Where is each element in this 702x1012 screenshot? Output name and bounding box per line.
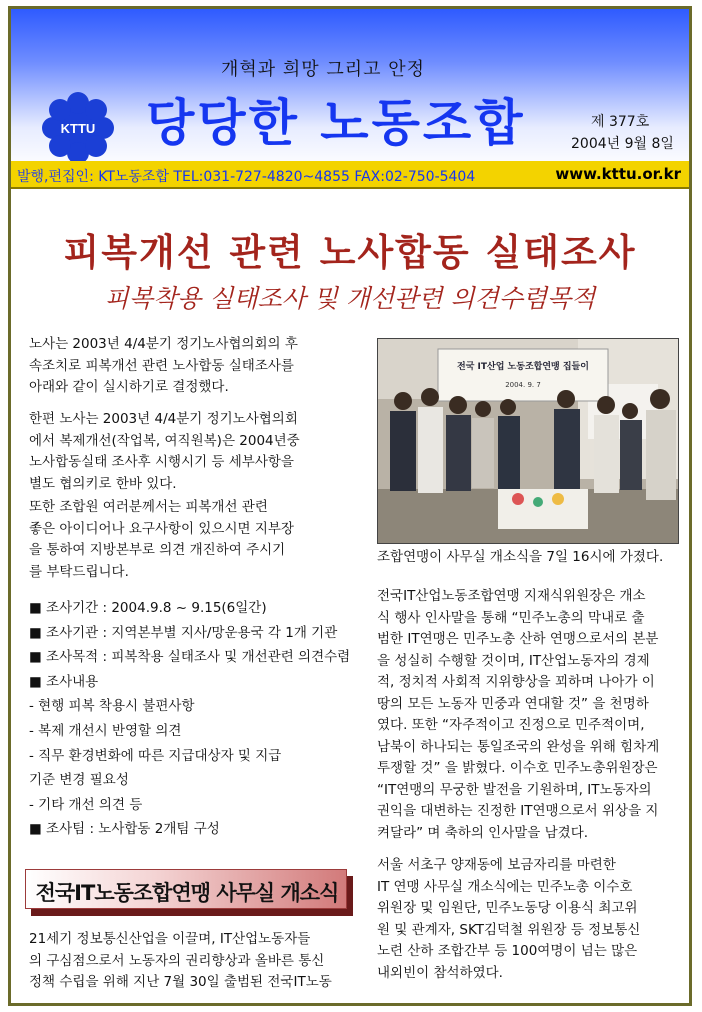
article-paragraph-3: 또한 조합원 여러분께서는 피복개선 관련 좋은 아이디어나 요구사항이 있으시면 지부장 을 통하여 지방본부로 의견 개진하여 주시기 를 부탁드립니다.: [29, 499, 294, 580]
newsletter-page: [8, 6, 692, 1006]
list-item: ■ 조사기간 : 2004.9.8 ~ 9.15(6일간): [29, 600, 267, 616]
issue-number: 제 377호: [591, 114, 650, 130]
right-paragraph-3: 서울 서초구 양재동에 보금자리를 마련한 IT 연맹 사무실 개소식에는 민주노총 이수호 위원장 및 임원단, 민주노동당 이용식 최고위 원 및 관계자, SKT김덕철 위원장 등 정보통신 노련 산하 조합간부 등 100여명이 넘는 많은 내외빈이 참석하였다.: [377, 857, 641, 981]
logo-text: KTTU: [60, 121, 96, 136]
list-item: - 복제 개선시 반영할 의견: [29, 722, 182, 739]
photo-banner-date: 2004. 9. 7: [505, 381, 541, 389]
article-headline: 피복개선 관련 노사합동 실태조사: [63, 231, 637, 274]
issue-date: 2004년 9월 8일: [571, 136, 674, 152]
publisher-bar: [11, 161, 689, 189]
right-paragraph-2: 전국IT산업노동조합연맹 지재식위원장은 개소 식 행사 인사말을 통해 “민주노총의 막내로 출 범한 IT연맹은 민주노총 산하 연맹으로서의 본분 을 성실히 수행할 것이며, IT산업노동자의 경제 적, 정치적 사회적 지위향상을 꾀하며 나아가 이 땅의 모든 노동자 민중과 연대할 것” 을 천명하 였다. 또한 “자주적이고 진정으로 민주적이며, 남북이 하나되는 통일조국의 완성을 위해 힘차게 투쟁할 것” 을 밝혔다. 이수호 민주노총위원장은 “IT연맹의 무궁한 발전을 기원하며, IT노동자의 권익을 대변하는 진정한 IT연맹으로서 위상을 지 켜달라” 며 축하의 인사말을 남겼다.: [377, 588, 660, 841]
list-item: ■ 조사내용: [29, 673, 99, 690]
slogan: 개혁과 희망 그리고 안정: [221, 59, 426, 80]
list-item: - 직무 환경변화에 따른 지급대상자 및 지급: [29, 747, 282, 764]
list-item: ■ 조사팀 : 노사합동 2개팀 구성: [29, 821, 220, 838]
left-paragraph-bottom: 21세기 정보통신산업을 이끌며, IT산업노동자들 의 구심점으로서 노동자의 권리향상과 올바른 통신 정책 수립을 위해 지난 7월 30일 출범된 전국IT노동: [29, 931, 332, 990]
list-item: - 기타 개선 의견 등: [29, 796, 143, 813]
event-photo-image: [378, 339, 678, 543]
list-item: ■ 조사목적 : 피복착용 실태조사 및 개선관련 의견수렴: [29, 649, 351, 666]
event-photo: [377, 338, 679, 544]
section-banner-title: 전국IT노동조합연맹 사무실 개소식: [35, 881, 339, 905]
article-paragraph-1: 노사는 2003년 4/4분기 정기노사협의회의 후 속조치로 피복개선 관련 노사합동 실태조사를 아래와 같이 실시하기로 결정했다.: [29, 336, 298, 395]
list-item: 기준 변경 필요성: [29, 772, 129, 789]
publisher-info: 발행,편집인: KT노동조합 TEL:031-727-4820~4855 FAX:02-750-5404: [17, 169, 476, 185]
article-paragraph-2: 한편 노사는 2003년 4/4분기 정기노사협의회 에서 복제개선(작업복, 여직원복)은 2004년중 노사합동실태 조사후 시행시기 등 세부사항을 별도 협의키로 한바 있다.: [29, 411, 300, 492]
list-item: - 현행 피복 착용시 불편사항: [29, 698, 195, 715]
right-paragraph-1: 조합연맹이 사무실 개소식을 7일 16시에 가졌다.: [377, 549, 664, 565]
article-subheadline: 피복착용 실태조사 및 개선관련 의견수렴목적: [104, 284, 596, 313]
section-banner: [25, 869, 347, 909]
photo-banner-text: 전국 IT산업 노동조합연맹 집들이: [457, 362, 589, 372]
list-item: ■ 조사기관 : 지역본부별 지사/망운용국 각 1개 기관: [29, 624, 338, 641]
masthead: [11, 9, 689, 161]
kttu-logo-icon: [41, 91, 115, 165]
website-link[interactable]: www.kttu.or.kr: [555, 165, 681, 183]
newsletter-title: 당당한 노동조합: [146, 94, 526, 152]
survey-details-list: [29, 596, 359, 842]
